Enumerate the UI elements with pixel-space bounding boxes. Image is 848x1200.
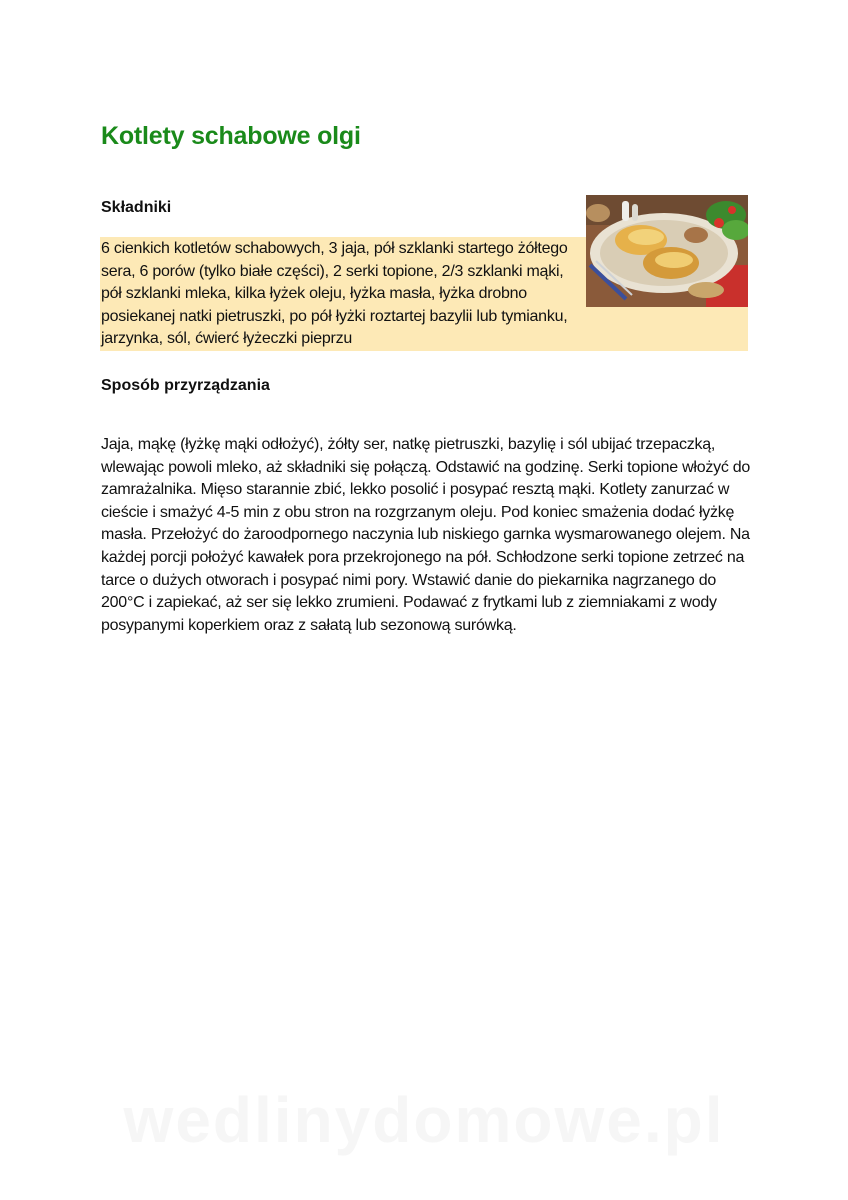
recipe-title: Kotlety schabowe olgi bbox=[101, 122, 361, 150]
ingredients-heading: Składniki bbox=[101, 199, 172, 216]
method-heading: Sposób przyrządzania bbox=[101, 377, 270, 394]
watermark: wedlinydomowe.pl bbox=[123, 1084, 725, 1156]
method-text: Jaja, mąkę (łyżkę mąki odłożyć), żółty ser, natkę pietruszki, bazylię i sól ubijać trzepaczką, wlewając powoli mleko, aż składniki się połączą. Odstawić na godzinę. Serki topione włożyć do zamrażalnika. Mięso starannie zbić, lekko posolić i posypać resztą mąki. Kotlety zanurzać w cieście i smażyć 4-5 min z obu stron na rozgrzanym oleju. Pod koniec smażenia dodać łyżkę masła. Przełożyć do żaroodpornego naczynia lub niskiego garnka wysmarowanego olejem. Na każdej porcji położyć kawałek pora przekrojonego na pół. Schłodzone serki topione zetrzeć na tarce o dużych otworach i posypać nimi pory. Wstawić danie do piekarnika nagrzanego do 200°C i zapiekać, aż ser się lekko zrumieni. Podawać z frytkami lub z ziemniakami z wody posypanymi koperkiem oraz z sałatą lub sezonową surówką. bbox=[101, 436, 751, 634]
dish-photo bbox=[586, 195, 748, 307]
ingredients-text: 6 cienkich kotletów schabowych, 3 jaja, pół szklanki startego żółtego sera, 6 porów (tylko białe części), 2 serki topione, 2/3 szklanki mąki, pół szklanki mleka, kilka łyżek oleju, łyżka masła, łyżka drobno posiekanej natki pietruszki, po pół łyżki roztartej bazylii lub tymianku, jarzynka, sól, ćwierć łyżeczki pieprzu bbox=[101, 240, 568, 347]
